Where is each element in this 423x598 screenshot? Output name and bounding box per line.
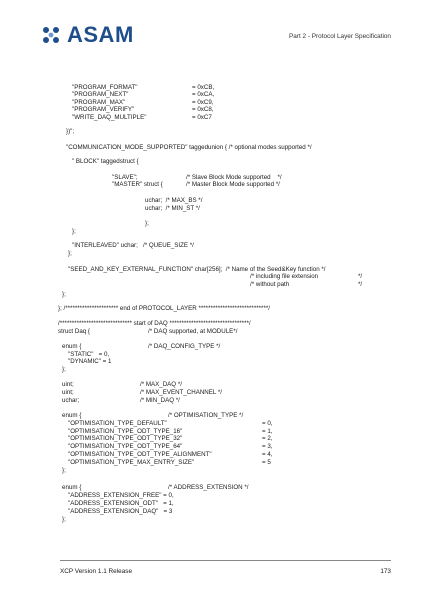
code-line: };	[72, 228, 76, 235]
code-line-comment-end: */	[358, 281, 363, 288]
code-line: "PROGRAM_VERIFY"	[72, 106, 135, 113]
code-line: "ADDRESS_EXTENSION_DAQ" = 3	[68, 508, 173, 515]
code-line-comment: /* MIN_DAQ */	[140, 397, 180, 404]
code-line: })";	[66, 128, 75, 135]
code-line: };	[62, 467, 66, 474]
code-line: };	[62, 516, 66, 523]
code-line: uchar;	[62, 397, 80, 404]
code-line-comment: /* Slave Block Mode supported */	[186, 174, 282, 181]
code-line: "INTERLEAVED" uchar; /* QUEUE_SIZE */	[72, 242, 194, 249]
code-line-comment: /* ADDRESS_EXTENSION */	[168, 484, 249, 491]
code-line-comment-end: */	[358, 273, 363, 280]
code-line: "SEED_AND_KEY_EXTERNAL_FUNCTION" char[256]; /* Name of the Seed&Key function */	[68, 266, 326, 273]
code-line-value: = 0xCB,	[192, 84, 215, 91]
code-line: };	[62, 366, 66, 373]
footer-divider	[60, 560, 391, 561]
code-line-comment: /* Master Block Mode supported */	[186, 181, 280, 188]
code-line: struct Daq {	[58, 328, 90, 335]
code-line: "OPTIMISATION_TYPE_ODT_TYPE_16"	[68, 428, 183, 435]
code-line: "OPTIMISATION_TYPE_MAX_ENTRY_SIZE"	[68, 459, 195, 466]
code-line: "STATIC" = 0,	[68, 351, 110, 358]
code-line-value: = 4,	[262, 451, 273, 458]
code-line: uchar; /* MIN_ST */	[145, 205, 200, 212]
footer-page-number: 173	[380, 568, 391, 575]
code-line: "DYNAMIC" = 1	[68, 358, 112, 365]
code-line-comment: /* MAX_DAQ */	[140, 381, 182, 388]
code-line-value: = 0xC8,	[192, 106, 214, 113]
code-line: enum {	[62, 484, 82, 491]
code-line-comment: /* DAQ_CONFIG_TYPE */	[148, 343, 221, 350]
code-line: /* without path	[250, 281, 290, 288]
code-line-value: = 0xC9,	[192, 99, 214, 106]
code-line: "ADDRESS_EXTENSION_FREE" = 0,	[68, 492, 174, 499]
code-line-value: = 1,	[262, 428, 273, 435]
code-line: "OPTIMISATION_TYPE_ODT_TYPE_64"	[68, 443, 183, 450]
code-line: };	[68, 250, 72, 257]
code-line: "PROGRAM_NEXT"	[72, 91, 129, 98]
code-line-value: = 0,	[262, 420, 273, 427]
code-line: /****************************** start of DAQ *********************************/	[58, 320, 251, 327]
code-line: "ADDRESS_EXTENSION_ODT" = 1,	[68, 500, 174, 507]
code-line-value: = 0xC7	[192, 114, 212, 121]
logo-text: ASAM	[67, 22, 134, 47]
code-line: uchar; /* MAX_BS */	[145, 197, 203, 204]
code-line: "WRITE_DAQ_MULTIPLE"	[72, 114, 147, 121]
header-title: Part 2 - Protocol Layer Specification	[289, 33, 391, 40]
code-line: uint;	[62, 389, 74, 396]
code-line: enum {	[62, 412, 82, 419]
code-line-value: = 0xCA,	[192, 91, 215, 98]
code-line: "MASTER" struct {	[112, 181, 163, 188]
code-line-comment: /* MAX_EVENT_CHANNEL */	[140, 389, 222, 396]
code-line: };	[145, 220, 149, 227]
code-line-value: = 2,	[262, 435, 273, 442]
code-line: uint;	[62, 381, 74, 388]
code-line-comment: /* DAQ supported, at MODULE*/	[148, 328, 238, 335]
code-line: "PROGRAM_MAX"	[72, 99, 126, 106]
code-line: "OPTIMISATION_TYPE_ODT_TYPE_ALIGNMENT"	[68, 451, 212, 458]
code-line: }; /********************** end of PROTOCOL_LAYER *****************************/	[58, 305, 270, 312]
code-line: " BLOCK" taggedstruct {	[72, 158, 139, 165]
code-line: "OPTIMISATION_TYPE_ODT_TYPE_32"	[68, 435, 183, 442]
code-line-comment: /* OPTIMISATION_TYPE */	[168, 412, 244, 419]
footer-doc-version: XCP Version 1.1 Release	[60, 568, 132, 575]
code-line: enum {	[62, 343, 82, 350]
code-line: "COMMUNICATION_MODE_SUPPORTED" taggedunion { /* optional modes supported */	[66, 144, 312, 151]
code-line: /* including file extension	[250, 273, 319, 280]
code-line: };	[62, 291, 66, 298]
code-line: "PROGRAM_FORMAT"	[72, 84, 138, 91]
code-line: "SLAVE";	[112, 174, 138, 181]
code-line: "OPTIMISATION_TYPE_DEFAULT"	[68, 420, 167, 427]
code-line-value: = 5	[262, 459, 271, 466]
code-line-value: = 3,	[262, 443, 273, 450]
